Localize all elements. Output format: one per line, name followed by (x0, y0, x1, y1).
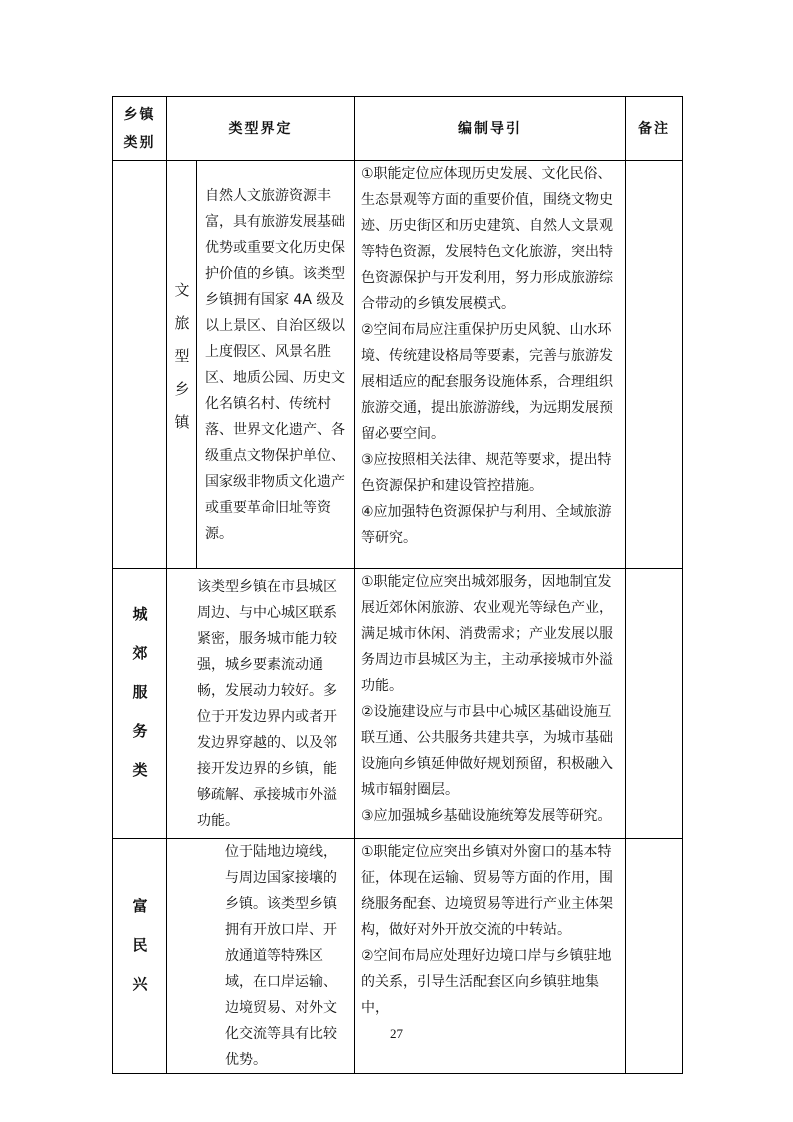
row-type-label: 文旅型乡镇 (172, 282, 191, 447)
row-type-label: 城郊服务类 (130, 606, 149, 801)
header-remarks: 备注 (626, 97, 683, 161)
row-empty-category (113, 161, 167, 569)
guide-item: ②设施建设应与市县中心城区基础设施互联互通、公共服务共建共享，为城市基础设施向乡镇延伸做好规划预留，积极融入城市辐射圈层。 (361, 704, 613, 798)
row-remarks (626, 161, 683, 569)
town-type-table (112, 96, 683, 1074)
row-guide (355, 161, 626, 569)
table-row (113, 161, 683, 569)
guide-item: ③应加强城乡基础设施统筹发展等研究。 (361, 808, 612, 824)
row-type-cell (167, 161, 197, 569)
page-number: 27 (390, 1026, 403, 1041)
row-definition: 该类型乡镇在市县城区周边、与中心城区联系紧密，服务城市能力较强，城乡要素流动通畅，发展动力较好。多位于开发边界内或者开发边界穿越的、以及邻接开发边界的乡镇，能够疏解、承接城市外溢功能。 (167, 569, 355, 839)
row-definition: 自然人文旅游资源丰富，具有旅游发展基础优势或重要文化历史保护价值的乡镇。该类型乡镇拥有国家 4A 级及以上景区、自治区级以上度假区、风景名胜区、地质公园、历史文化名镇名村、传统村落、世界文化遗产、各级重点文物保护单位、国家级非物质文化遗产或重要革命旧址等资源。 (197, 161, 355, 569)
table-header-row (113, 97, 683, 161)
row-type-cell (113, 569, 167, 839)
guide-item: ④应加强特色资源保护与利用、全域旅游等研究。 (361, 504, 612, 546)
header-category: 乡镇类别 (113, 97, 167, 161)
guide-item: ①职能定位应体现历史发展、文化民俗、生态景观等方面的重要价值，围绕文物史迹、历史街区和历史建筑、自然人文景观等特色资源，发展特色文化旅游，突出特色资源保护与开发利用，努力形成旅游综合带动的乡镇发展模式。 (361, 166, 613, 312)
row-guide (355, 569, 626, 839)
guide-item: ②空间布局应处理好边境口岸与乡镇驻地的关系，引导生活配套区向乡镇驻地集中， (361, 948, 612, 1016)
guide-item: ①职能定位应突出城郊服务，因地制宜发展近郊休闲旅游、农业观光等绿色产业，满足城市休闲、消费需求；产业发展以服务周边市县城区为主，主动承接城市外溢功能。 (361, 574, 613, 694)
row-remarks (626, 569, 683, 839)
guide-item: ②空间布局应注重保护历史风貌、山水环境、传统建设格局等要素，完善与旅游发展相适应的配套服务设施体系，合理组织旅游交通，提出旅游游线，为远期发展预留必要空间。 (361, 322, 613, 442)
table-row (113, 569, 683, 839)
header-definition: 类型界定 (167, 97, 355, 161)
guide-item: ③应按照相关法律、规范等要求，提出特色资源保护和建设管控措施。 (361, 452, 612, 494)
header-guide: 编制导引 (355, 97, 626, 161)
row-definition: 位于陆地边境线，与周边国家接壤的乡镇。该类型乡镇拥有开放口岸、开放通道等特殊区域，在口岸运输、边境贸易、对外文化交流等具有比较优势。 (167, 839, 355, 1074)
guide-item: ①职能定位应突出乡镇对外窗口的基本特征，体现在运输、贸易等方面的作用，围绕服务配套、边境贸易等进行产业主体架构，做好对外开放交流的中转站。 (361, 844, 613, 938)
row-type-label: 富民兴 (130, 897, 149, 1015)
